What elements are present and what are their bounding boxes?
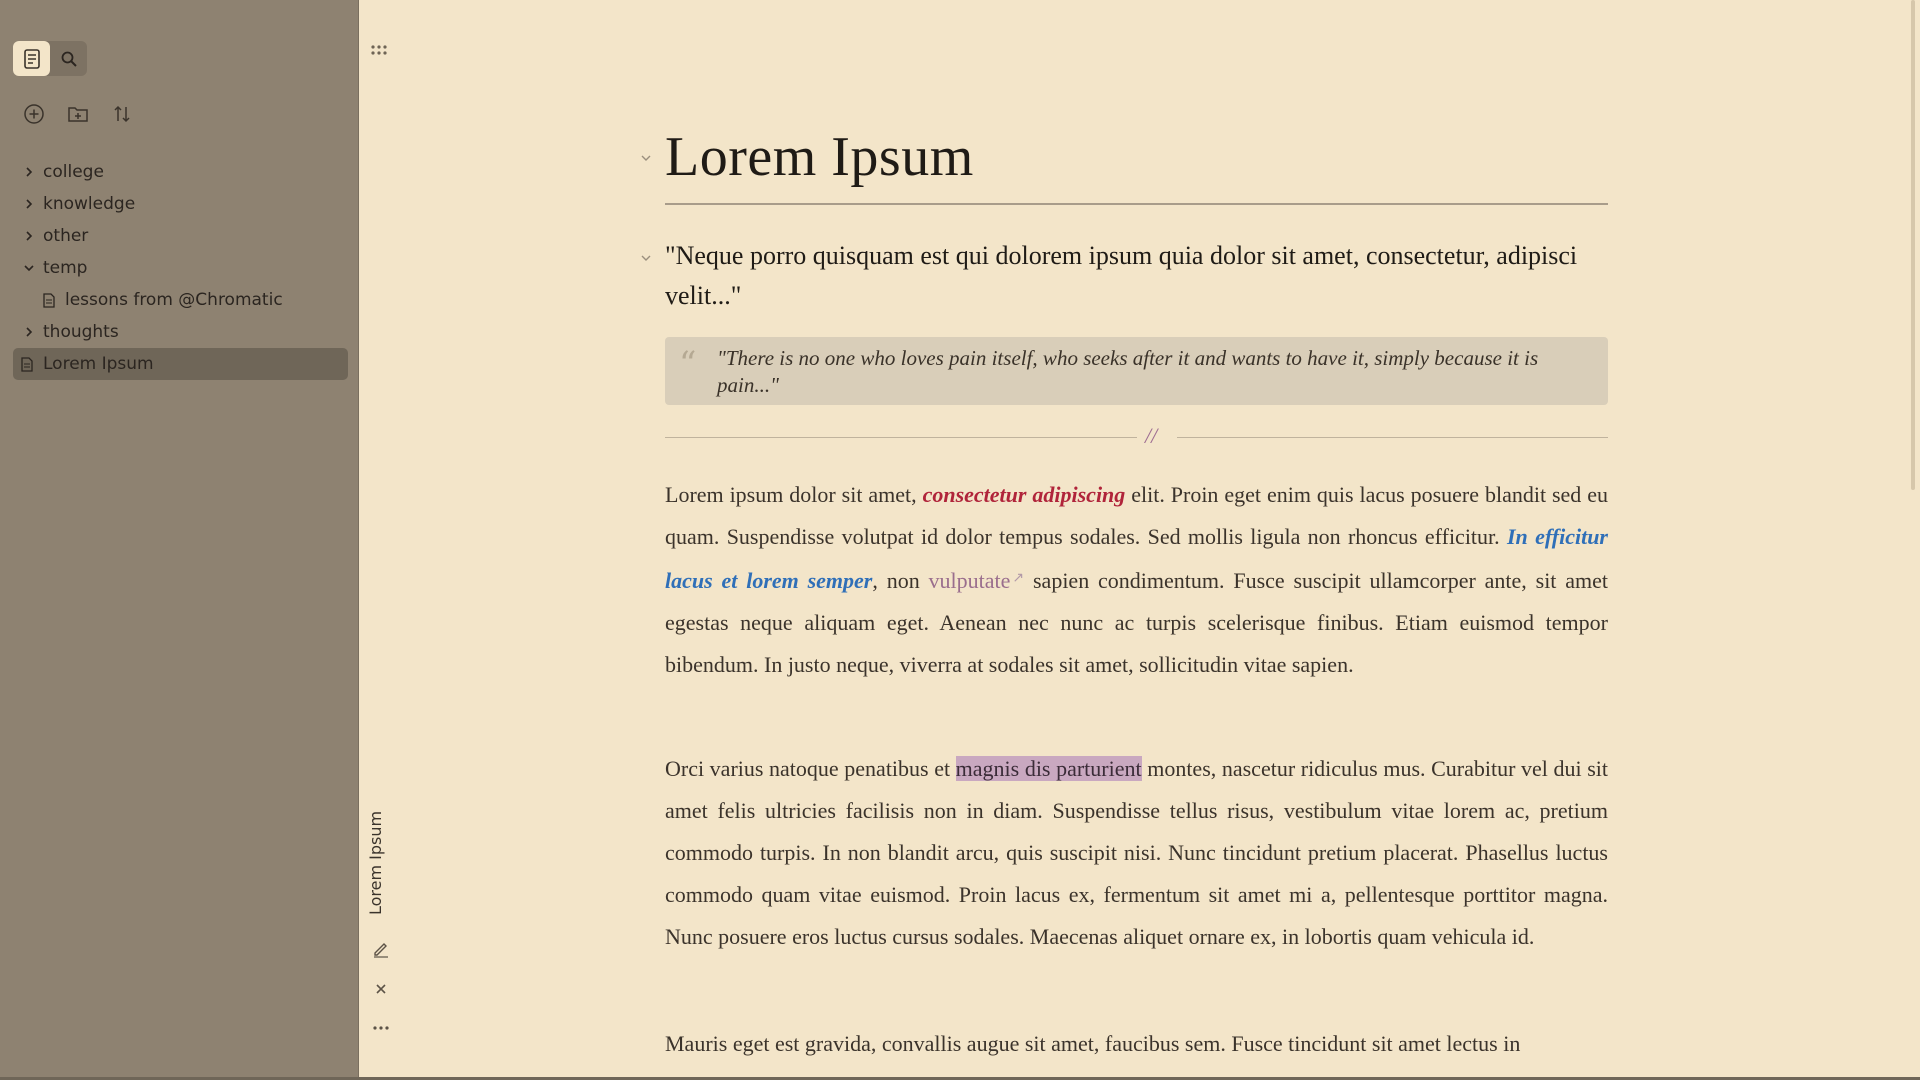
paragraph-2 (665, 748, 1608, 958)
bold-italic-red-text: consectetur adipiscing (922, 482, 1126, 507)
file-icon (21, 356, 35, 372)
tree-item-label: college (43, 162, 104, 182)
chevron-right-icon (21, 164, 37, 180)
tree-item-label: temp (43, 258, 88, 278)
tree-folder-knowledge[interactable] (13, 188, 348, 220)
divider-line-right (1177, 437, 1608, 438)
new-note-icon (23, 103, 45, 125)
title-underline (665, 203, 1608, 205)
new-note-button[interactable] (22, 102, 46, 126)
close-icon (374, 982, 388, 996)
scrollbar[interactable] (1911, 0, 1915, 490)
text: Lorem ipsum dolor sit amet, (665, 482, 923, 507)
tree-folder-temp[interactable] (13, 252, 348, 284)
new-folder-button[interactable] (66, 102, 90, 126)
more-horizontal-icon (372, 1025, 390, 1031)
collapse-heading-toggle[interactable] (638, 250, 654, 266)
section-divider (665, 423, 1608, 448)
blockquote (665, 337, 1608, 405)
chevron-down-icon (641, 253, 651, 263)
chevron-down-icon (641, 153, 651, 163)
external-link[interactable] (929, 568, 1025, 593)
text: montes, nascetur ridiculus mus. Curabitur vel dui sit amet felis ultricies facilisis non in diam. Suspendisse tellus risus, vestibulum vitae lorem ac, pretium commodo turpis. In non blandit arcu, quis suscipit nisi. Nunc tincidunt pretium placerat. Phasellus luctus commodo quam vitae euismod. Proin lacus ex, fermentum sit amet mi a, pellentesque porttitor magna. Nunc posuere eros luctus cursus sodales. Maecenas aliquet ornare ex, in lobortis quam vehicula id. (665, 756, 1608, 949)
text: Orci varius natoque penatibus et (665, 756, 956, 781)
close-tab-button[interactable] (371, 979, 391, 999)
external-link-icon: ↗ (1012, 571, 1025, 586)
chevron-right-icon (21, 228, 37, 244)
bold-italic-blue-text: In efficitur lacus et lorem semper (665, 524, 1608, 593)
paragraph-1 (665, 474, 1608, 686)
chevron-right-icon (21, 196, 37, 212)
tab-strip (360, 0, 402, 1080)
chevron-down-icon (21, 260, 37, 276)
file-explorer-sidebar (0, 0, 359, 1080)
more-options-button[interactable] (371, 1018, 391, 1038)
search-tab-button[interactable] (50, 41, 87, 76)
tree-item-label: Lorem Ipsum (43, 354, 154, 374)
sidebar-view-toggle (13, 41, 87, 76)
tree-file-lessons[interactable] (13, 284, 348, 316)
edit-button[interactable] (371, 939, 391, 959)
text: , non (872, 568, 929, 593)
blockquote-text: "There is no one who loves pain itself, who seeks after it and wants to have it, simply because it is pain..." (717, 346, 1539, 397)
divider-line-left (665, 437, 1137, 438)
text: sapien condimentum. Fusce suscipit ullamcorper ante, sit amet egestas neque aliquam eget. Aenean nec nunc ac turpis scelerisque finibus. Etiam euismod tempor bibendum. In justo neque, viverra at sodales sit amet, sollicitudin vitae sapien. (665, 568, 1609, 677)
files-icon (23, 49, 41, 69)
files-tab-button[interactable] (13, 41, 50, 76)
tree-folder-thoughts[interactable] (13, 316, 348, 348)
sidebar-toolbar (22, 102, 134, 126)
pencil-icon (372, 940, 390, 958)
highlighted-text: magnis dis parturient (955, 756, 1142, 781)
tree-item-label: lessons from @Chromatic (65, 290, 283, 310)
file-icon (43, 292, 57, 308)
tree-folder-other[interactable] (13, 220, 348, 252)
sort-icon (112, 104, 132, 124)
note-title: Lorem Ipsum (665, 126, 974, 188)
paragraph-3: Mauris eget est gravida, convallis augue sit amet, faucibus sem. Fusce tincidunt sit amet lectus in (665, 1031, 1521, 1056)
vertical-tab-title[interactable]: Lorem Ipsum (366, 810, 385, 915)
note-heading: "Neque porro quisquam est qui dolorem ipsum quia dolor sit amet, consectetur, adipisci velit..." (665, 241, 1578, 310)
text: elit. Proin eget enim quis lacus posuere blandit sed eu quam. Suspendisse volutpat id dolor tempus sodales. Sed mollis ligula non rhoncus efficitur. (665, 482, 1609, 549)
file-tree (13, 156, 348, 380)
tree-folder-college[interactable] (13, 156, 348, 188)
tree-item-label: knowledge (43, 194, 136, 214)
tree-item-label: other (43, 226, 89, 246)
chevron-right-icon (21, 324, 37, 340)
grid-icon (370, 44, 388, 56)
grid-menu-button[interactable] (370, 43, 388, 61)
tree-item-label: thoughts (43, 322, 119, 342)
quote-mark-icon: “ (679, 344, 697, 384)
new-folder-icon (67, 104, 89, 124)
tree-file-lorem-ipsum[interactable] (13, 348, 348, 380)
search-icon (60, 50, 78, 68)
external-link-label: vulputate (928, 568, 1011, 593)
divider-glyph: // (1145, 423, 1158, 448)
collapse-title-toggle[interactable] (638, 150, 654, 166)
sort-button[interactable] (110, 102, 134, 126)
